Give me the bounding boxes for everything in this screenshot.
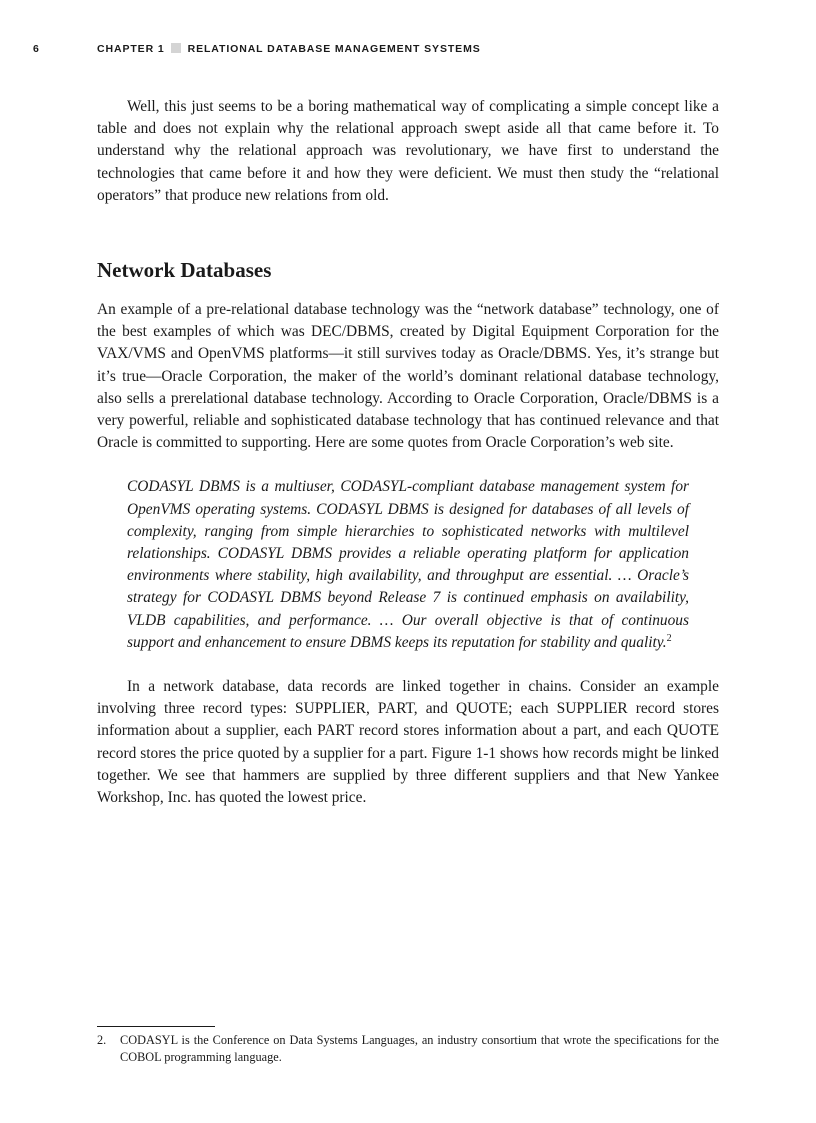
running-head — [0, 43, 816, 59]
chapter-number: CHAPTER 1 — [97, 43, 165, 55]
page-number: 6 — [33, 43, 40, 55]
footnote-divider — [97, 1026, 215, 1027]
footnote-number: 2. — [97, 1033, 107, 1047]
footnote-reference: 2 — [666, 632, 672, 644]
block-quote-text: CODASYL DBMS is a multiuser, CODASYL-compliant database management system for OpenVMS operating systems. CODASYL DBMS is designed for databases of all levels of complexity, ranging from simple hierarchies to sophisticated networks with multilevel relationships. CODASYL DBMS provides a reliable operating platform for application environments where stability, high availability, and throughput are essential. … Oracle’s strategy for CODASYL DBMS beyond Release 7 is continued emphasis on availability, VLDB capabilities, and performance. … Our overall objective is that of continuous support and enhancement to ensure DBMS keeps its reputation for stability and quality. — [127, 478, 689, 651]
section-heading: Network Databases — [97, 258, 272, 283]
block-quote — [127, 476, 689, 654]
chapter-title: RELATIONAL DATABASE MANAGEMENT SYSTEMS — [187, 43, 481, 55]
footnote-text: CODASYL is the Conference on Data Systems Languages, an industry consortium that wrote the specifications for the COBOL programming language. — [120, 1033, 719, 1064]
records-paragraph: In a network database, data records are linked together in chains. Consider an example involving three record types: SUPPLIER, PART, and QUOTE; each SUPPLIER record stores information about a supplier, each PART record stores information about a part, and each QUOTE record stores the price quoted by a supplier for a part. Figure 1-1 shows how records might be linked together. We see that hammers are supplied by three different suppliers and that New Yankee Workshop, Inc. has quoted the lowest price. — [97, 678, 719, 807]
separator-square-icon — [171, 43, 181, 53]
intro-paragraph: Well, this just seems to be a boring mathematical way of complicating a simple concept like a table and does not explain why the relational approach swept aside all that came before it. To understand why the relational approach was revolutionary, we have first to understand the technologies that came before it and how they were deficient. We must then study the “relational operators” that produce new relations from old. — [97, 98, 719, 204]
page-body — [97, 96, 719, 809]
network-databases-paragraph: An example of a pre-relational database technology was the “network database” technology, one of the best examples of which was DEC/DBMS, created by Digital Equipment Corporation for the VAX/VMS and OpenVMS platforms—it still survives today as Oracle/DBMS. Yes, it’s strange but it’s true—Oracle Corporation, the maker of the world’s dominant relational database technology, also sells a prerelational database technology. According to Oracle Corporation, Oracle/DBMS is a very powerful, reliable and sophisticated database technology that has continued relevance and that Oracle is committed to supporting. Here are some quotes from Oracle Corporation’s web site. — [97, 301, 719, 452]
chapter-label — [97, 43, 481, 55]
footnote — [97, 1032, 719, 1066]
